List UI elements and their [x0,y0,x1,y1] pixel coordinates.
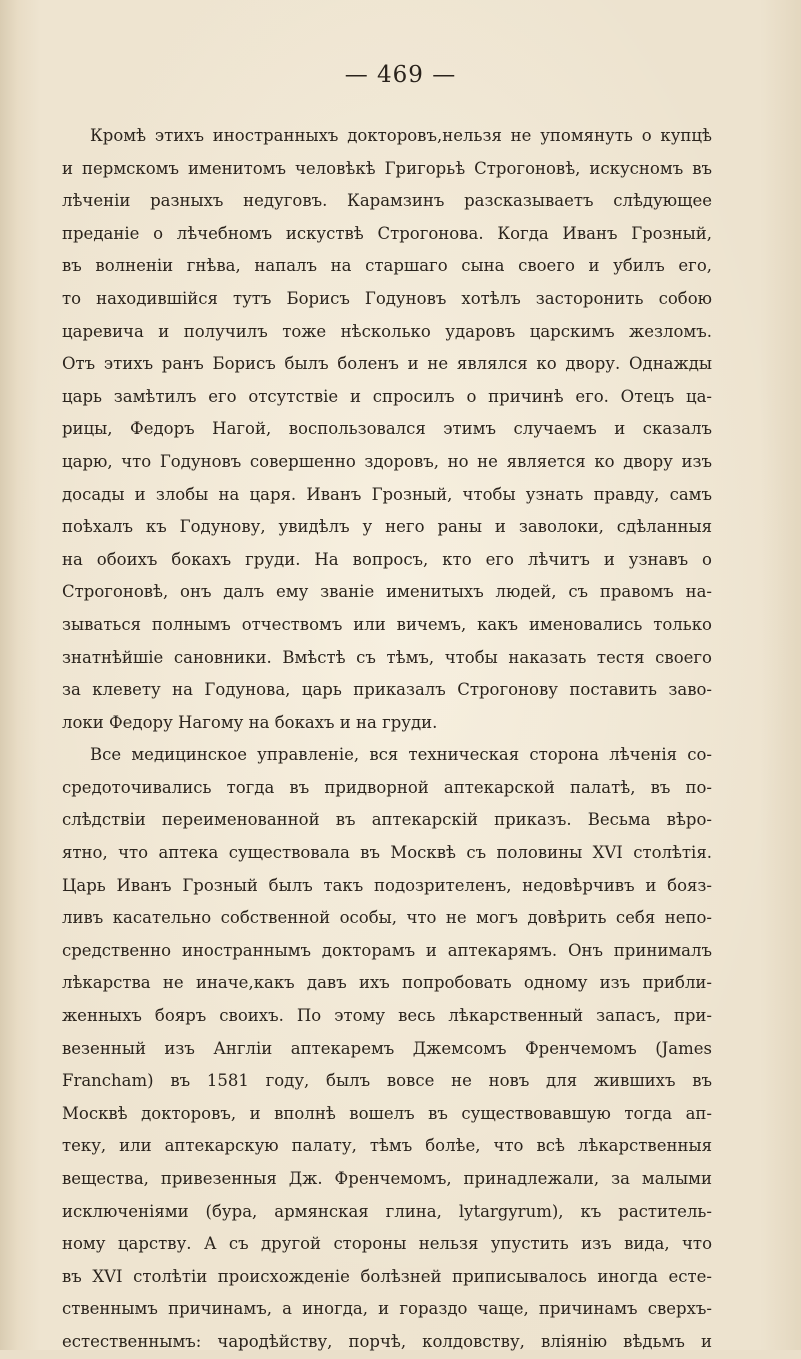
text-line: въ волненіи гнѣва, напалъ на старшаго сына своего и убилъ его, [62,256,712,276]
text-line: зываться полнымъ отчествомъ или вичемъ, какъ именовались только [62,614,712,634]
text-line: ственнымъ причинамъ, а иногда, и гораздо чаще, причинамъ сверхъ- [62,1299,712,1319]
text-line: лѣченіи разныхъ недуговъ. Карамзинъ разсказываетъ слѣдующее [62,191,712,211]
text-line: слѣдствіи переименованной въ аптекарскій приказъ. Весьма вѣро- [62,810,712,830]
text-line: поѣхалъ къ Годунову, увидѣлъ у него раны и заволоки, сдѣланныя [62,517,712,537]
text-line: естественнымъ: чародѣйству, порчѣ, колдовству, вліянію вѣдьмъ и [62,1331,712,1351]
text-line: Отъ этихъ ранъ Борисъ былъ боленъ и не являлся ко двору. Однажды [62,354,712,374]
text-line: царевича и получилъ тоже нѣсколько ударовъ царскимъ жезломъ. [62,321,712,341]
text-line: ливъ касательно собственной особы, что не могъ довѣрить себя непо- [62,908,712,928]
text-line: теку, или аптекарскую палату, тѣмъ болѣе, что всѣ лѣкарственныя [62,1136,712,1156]
text-line: Строгоновѣ, онъ далъ ему званіе именитыхъ людей, съ правомъ на- [62,582,712,602]
text-line: женныхъ бояръ своихъ. По этому весь лѣкарственный запасъ, при- [62,1006,712,1026]
text-line: преданіе о лѣчебномъ искуствѣ Строгонова. Когда Иванъ Грозный, [62,223,712,243]
text-line: исключеніями (бура, армянская глина, lytargyrum), къ раститель- [62,1201,712,1221]
text-line: въ XVI столѣтіи происхожденіе болѣзней приписывалось иногда есте- [62,1266,712,1286]
paragraph-2 [62,739,712,1358]
text-line: Francham) въ 1581 году, былъ вовсе не новъ для жившихъ въ [62,1071,712,1091]
text-line: на обоихъ бокахъ груди. На вопросъ, кто его лѣчитъ и узнавъ о [62,549,712,569]
text-line: локи Федору Нагому на бокахъ и на груди. [62,712,438,732]
text-line: царю, что Годуновъ совершенно здоровъ, но не является ко двору изъ [62,451,712,471]
text-line: царь замѣтилъ его отсутствіе и спросилъ о причинѣ его. Отецъ ца- [62,386,712,406]
text-line: лѣкарства не иначе,какъ давъ ихъ попробовать одному изъ прибли- [62,973,712,993]
text-line: средоточивались тогда въ придворной аптекарской палатѣ, въ по- [62,777,712,797]
text-line: досады и злобы на царя. Иванъ Грозный, чтобы узнать правду, самъ [62,484,712,504]
text-line: то находившійся тутъ Борисъ Годуновъ хотѣлъ засторонить собою [62,288,712,308]
text-line: средственно иностраннымъ докторамъ и аптекарямъ. Онъ принималъ [62,940,712,960]
text-line: везенный изъ Англіи аптекаремъ Джемсомъ Френчемомъ (James [62,1038,712,1058]
text-line: Кромѣ этихъ иностранныхъ докторовъ,нельзя не упомянуть о купцѣ [90,126,712,145]
body-text [62,120,712,1359]
text-line: Все медицинское управленіе, вся техническая сторона лѣченія со- [90,745,712,765]
text-line: знатнѣйшіе сановники. Вмѣстѣ съ тѣмъ, чтобы наказать тестя своего [62,647,712,667]
text-line: вещества, привезенныя Дж. Френчемомъ, принадлежали, за малыми [62,1169,712,1188]
paragraph-1 [62,120,712,739]
text-line: и пермскомъ именитомъ человѣкѣ Григорьѣ Строгоновѣ, искусномъ въ [62,158,712,178]
page-number: — 469 — [344,62,457,88]
text-line: рицы, Федоръ Нагой, воспользовался этимъ случаемъ и сказалъ [62,419,712,439]
text-line: ному царству. А съ другой стороны нельзя упустить изъ вида, что [62,1234,712,1254]
text-line: ятно, что аптека существовала въ Москвѣ съ половины XVI столѣтія. [62,843,712,863]
text-line: за клевету на Годунова, царь приказалъ Строгонову поставить заво- [62,680,712,700]
text-line: Царь Иванъ Грозный былъ такъ подозрителенъ, недовѣрчивъ и бояз- [62,875,712,895]
text-line: Москвѣ докторовъ, и вполнѣ вошелъ въ существовавшую тогда ап- [62,1103,712,1123]
